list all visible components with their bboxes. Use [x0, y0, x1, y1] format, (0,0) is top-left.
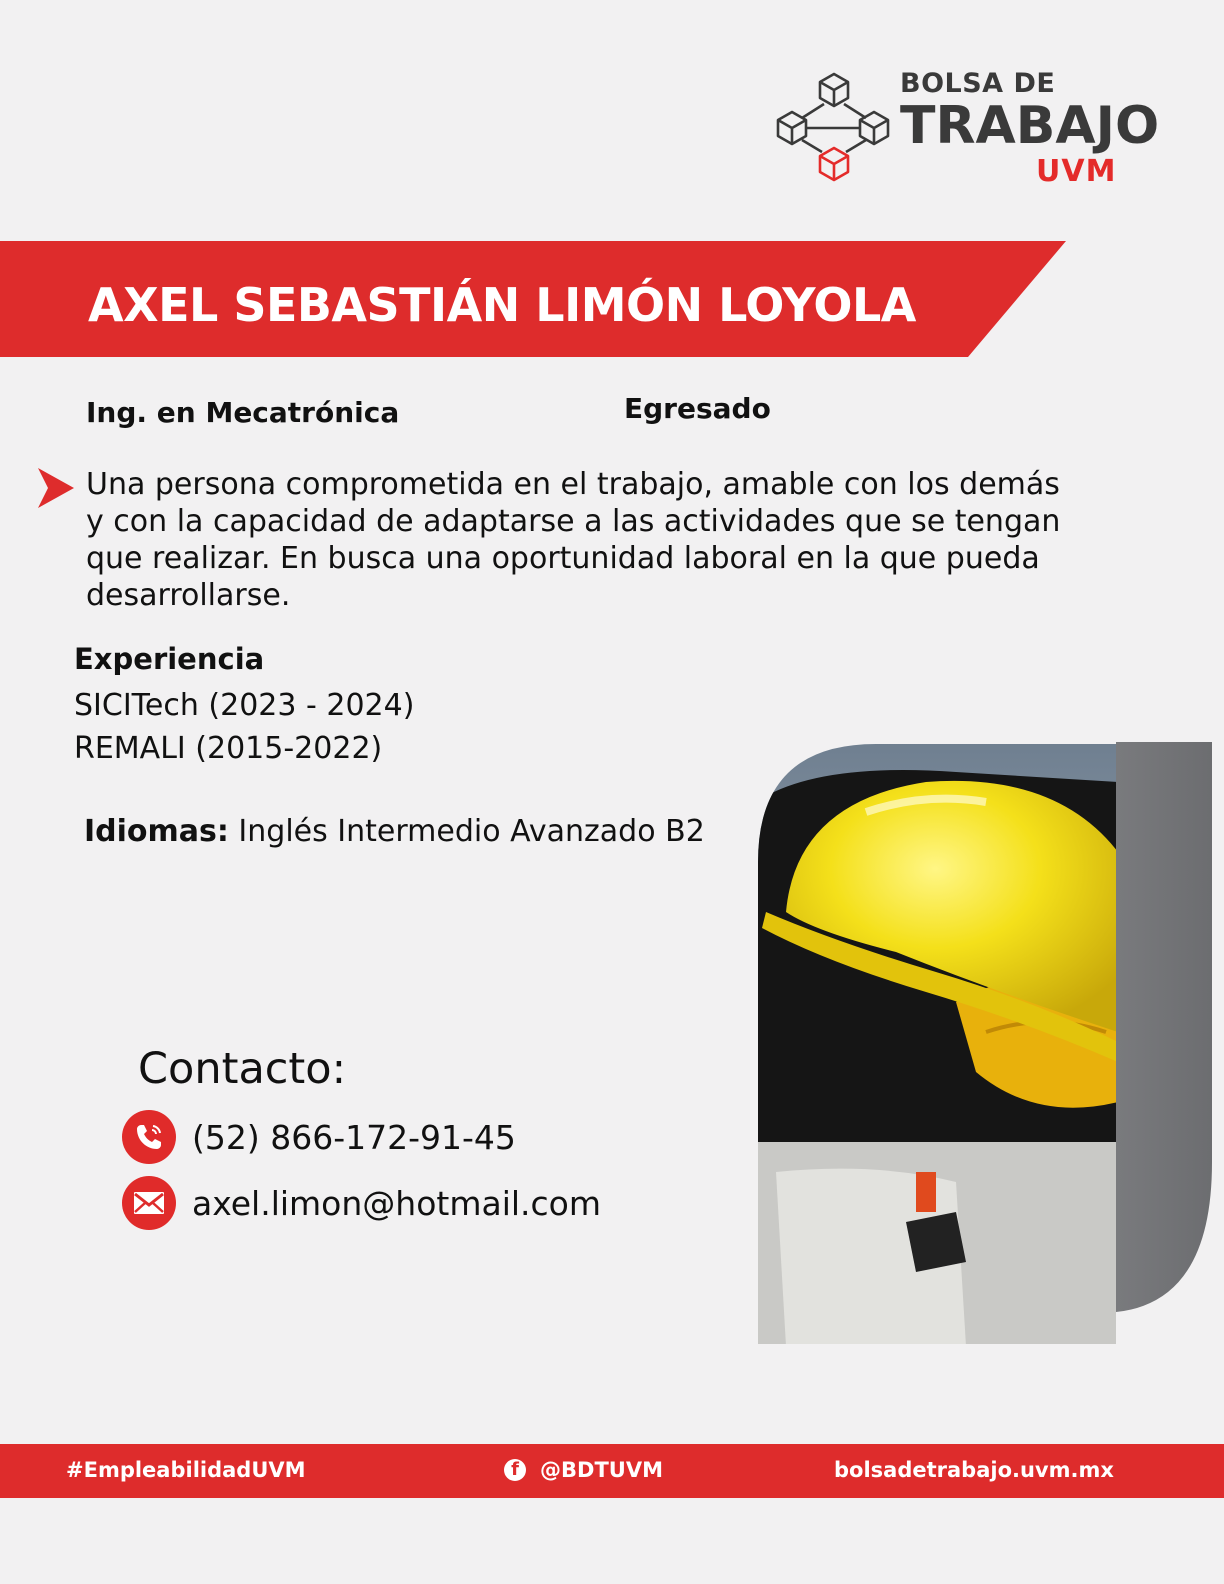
footer-website-link[interactable]: bolsadetrabajo.uvm.mx: [834, 1458, 1114, 1482]
contact-phone-row: [122, 1110, 516, 1164]
contact-phone[interactable]: (52) 866-172-91-45: [192, 1117, 516, 1157]
cubes-network-icon: [776, 70, 892, 190]
languages-label: Idiomas:: [84, 814, 229, 849]
profile-summary: Una persona comprometida en el trabajo, amable con los demás y con la capacidad de adaptarse a las actividades que se tengan que realizar. En busca una oportunidad laboral en la que pueda desarrollarse.: [86, 467, 1061, 613]
bolsa-de-trabajo-logo: [776, 66, 1160, 196]
languages-value: Inglés Intermedio Avanzado B2: [228, 814, 705, 849]
footer-hashtag: #EmpleabilidadUVM: [66, 1458, 306, 1482]
contact-heading: Contacto:: [138, 1044, 347, 1094]
hard-hat-photo: [756, 742, 1212, 1346]
experience-list: [74, 684, 414, 770]
bullet-arrow-icon: [34, 466, 76, 514]
footer-facebook-handle: @BDTUVM: [540, 1458, 663, 1482]
status-label: Egresado: [624, 392, 771, 425]
languages-line: [84, 814, 705, 849]
experience-heading: Experiencia: [74, 642, 265, 676]
phone-icon: [122, 1110, 176, 1164]
contact-email[interactable]: axel.limon@hotmail.com: [192, 1183, 602, 1223]
logo-text-trabajo: TRABAJO: [900, 96, 1160, 156]
career-label: Ing. en Mecatrónica: [86, 396, 400, 429]
experience-item: SICITech (2023 - 2024): [74, 688, 415, 723]
logo-text-bolsa-de: BOLSA DE: [900, 68, 1056, 99]
candidate-name: AXEL SEBASTIÁN LIMÓN LOYOLA: [88, 278, 916, 332]
footer-facebook[interactable]: [504, 1458, 663, 1482]
contact-email-row: [122, 1176, 601, 1230]
logo-text-uvm: UVM: [1036, 154, 1117, 189]
facebook-icon: f: [504, 1459, 526, 1481]
envelope-icon: [122, 1176, 176, 1230]
experience-item: REMALI (2015-2022): [74, 731, 383, 766]
